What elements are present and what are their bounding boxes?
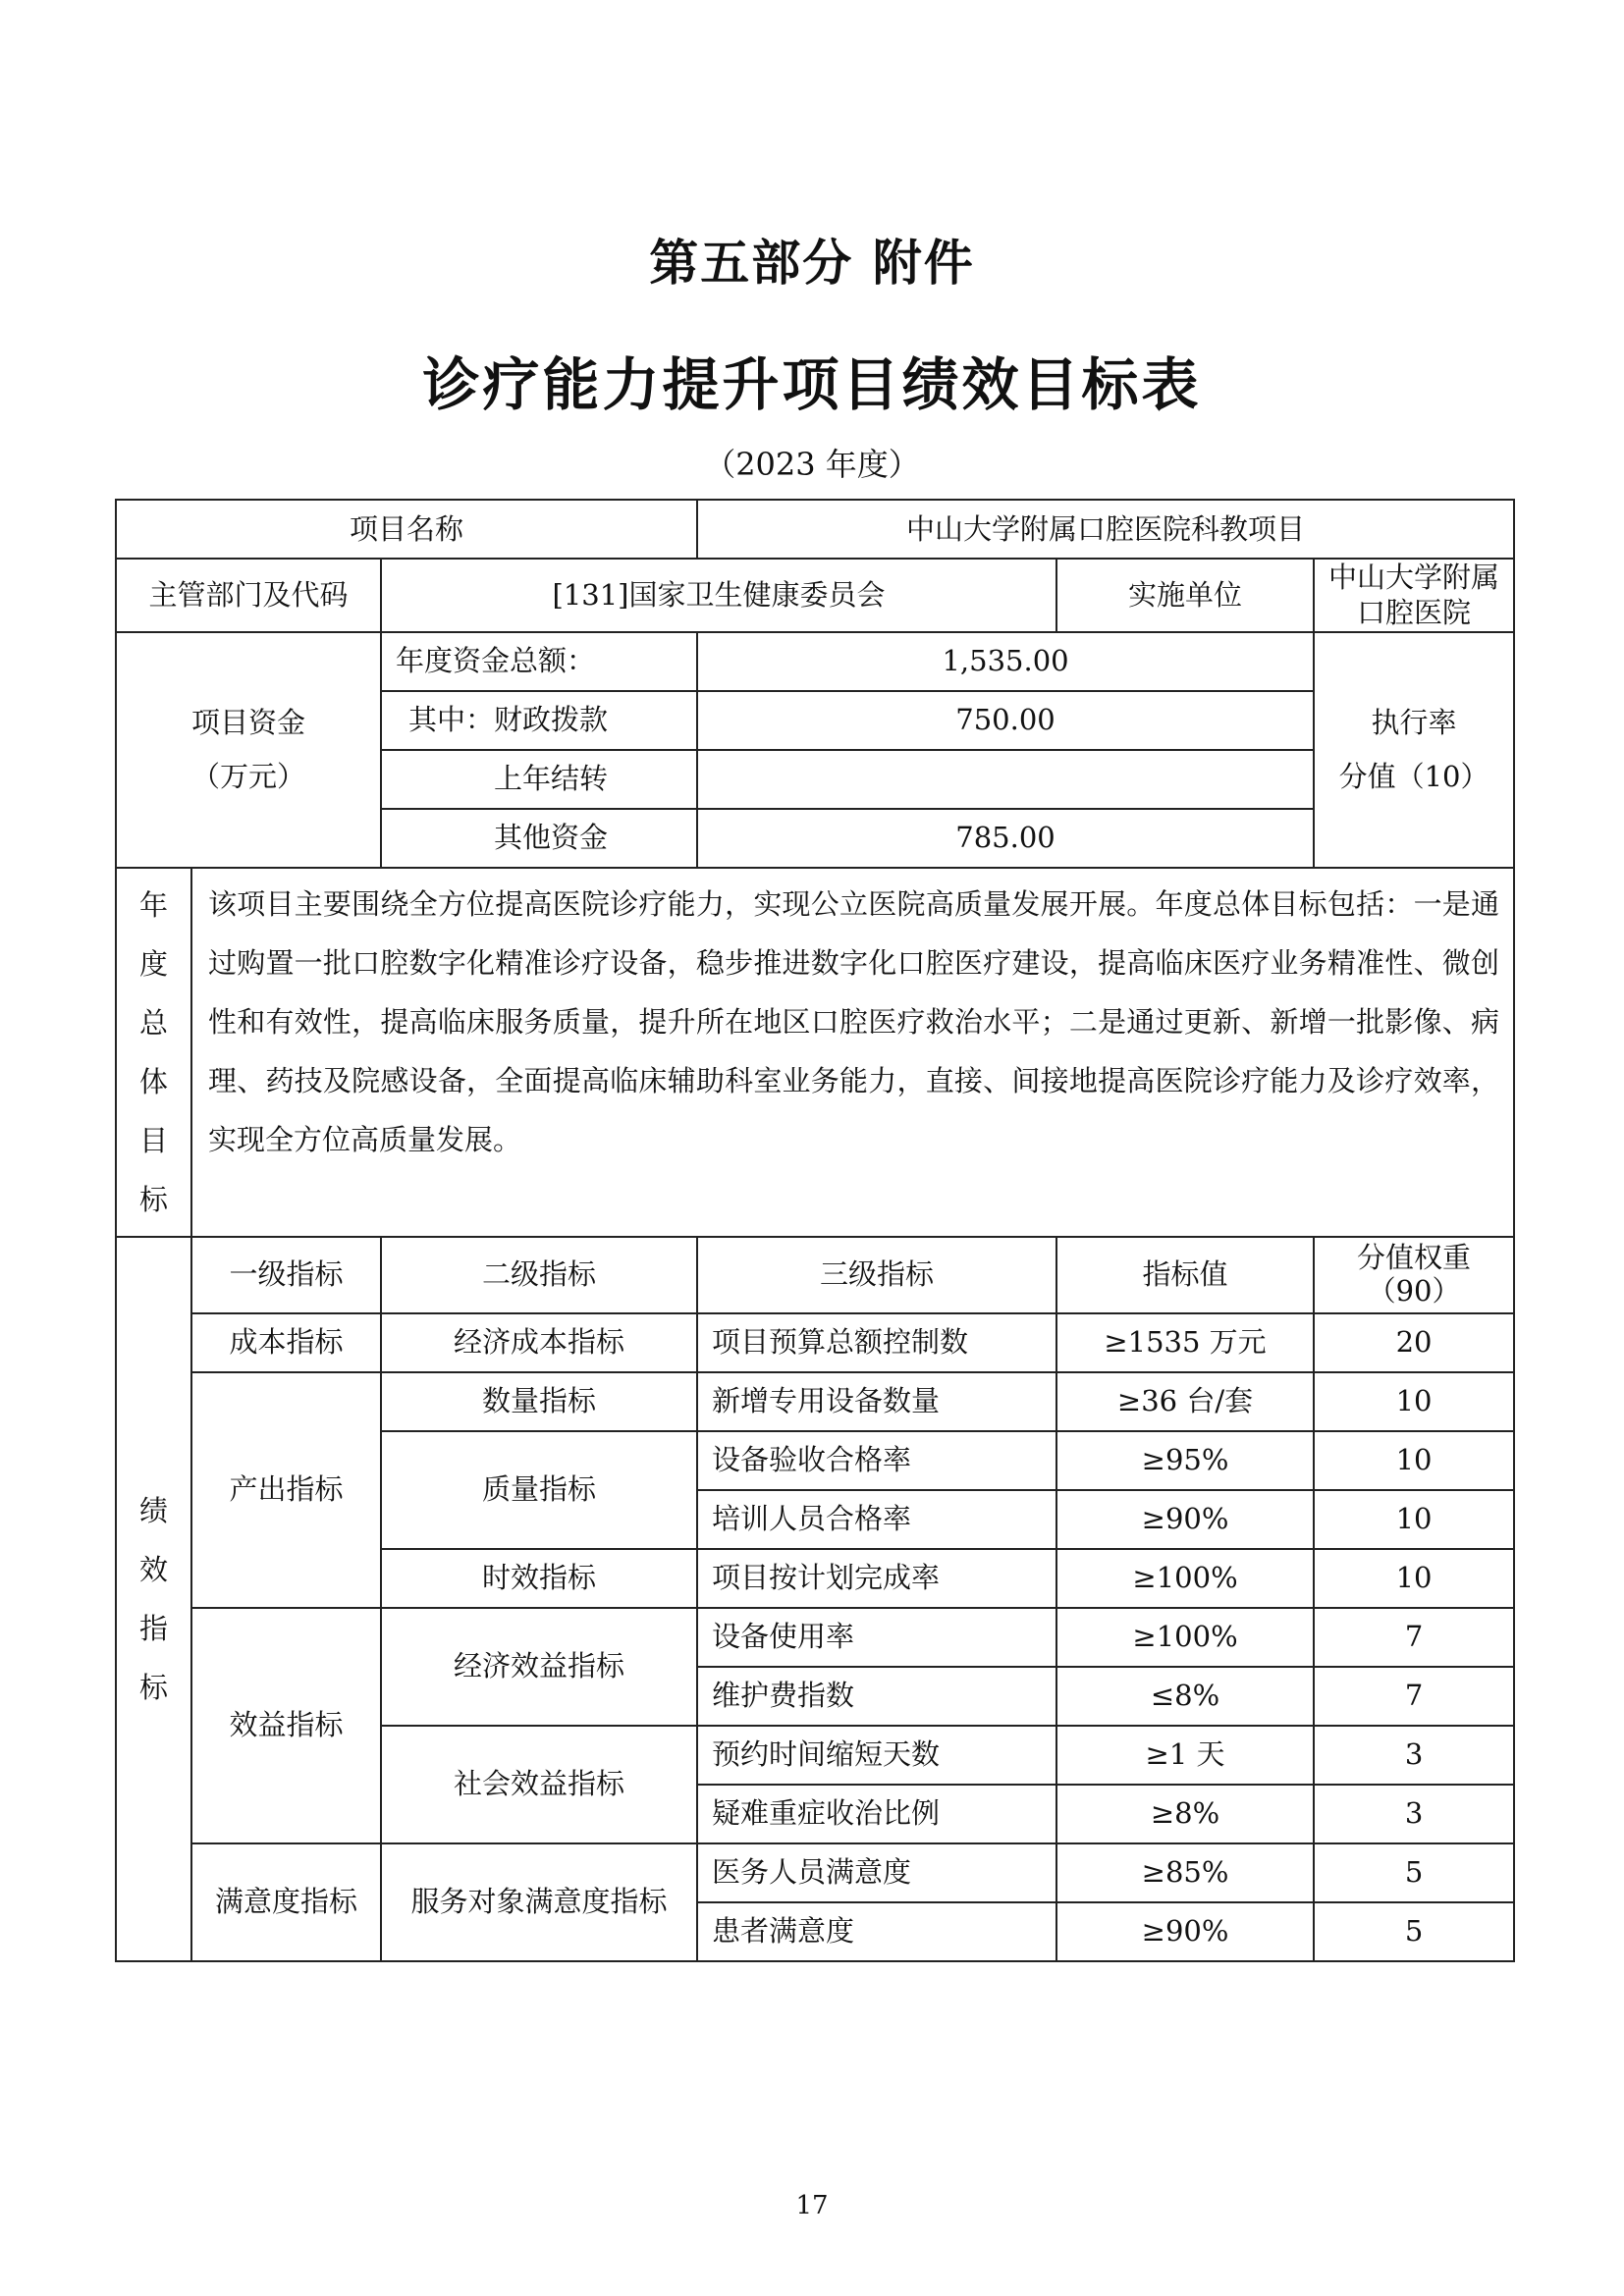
header-weight-label: 分值权重: [1357, 1241, 1472, 1275]
indicator-weight: 5: [1314, 1902, 1514, 1961]
indicator-value: ≥95%: [1056, 1431, 1314, 1490]
table-row: [116, 1372, 1514, 1431]
funds-other-label: 其他资金: [381, 809, 697, 868]
performance-indicator-label: [116, 1237, 191, 1961]
annual-goal-char: 度: [138, 946, 168, 981]
indicator-value: ≥1 天: [1056, 1726, 1314, 1785]
funds-other-value: 785.00: [697, 809, 1314, 868]
execution-rate-cell: [1314, 632, 1514, 868]
indicator-name: 疑难重症收治比例: [697, 1785, 1056, 1843]
indicator-name: 医务人员满意度: [697, 1843, 1056, 1902]
indicator-name: 新增专用设备数量: [697, 1372, 1056, 1431]
indicator-weight: 10: [1314, 1490, 1514, 1549]
header-value: 指标值: [1056, 1237, 1314, 1313]
main-title: 诊疗能力提升项目绩效目标表: [422, 351, 1202, 418]
indicator-name: 设备使用率: [697, 1608, 1056, 1667]
indicator-name: 项目按计划完成率: [697, 1549, 1056, 1608]
indicator-weight: 3: [1314, 1785, 1514, 1843]
annual-goal-row: [116, 868, 1514, 1237]
indicator-name: 维护费指数: [697, 1667, 1056, 1726]
indicator-value: ≥36 台/套: [1056, 1372, 1314, 1431]
indicator-value: ≥1535 万元: [1056, 1313, 1314, 1372]
indicator-value: ≥100%: [1056, 1608, 1314, 1667]
department-row: [116, 559, 1514, 632]
header-level2: 二级指标: [381, 1237, 697, 1313]
annual-goal-text: 该项目主要围绕全方位提高医院诊疗能力，实现公立医院高质量发展开展。年度总体目标包括：一是通过购置一批口腔数字化精准诊疗设备，稳步推进数字化口腔医疗建设，提高临床医疗业务精准性、微创性和有效性，提高临床服务质量，提升所在地区口腔医疗救治水平；二是通过更新、新增一批影像、病理、药技及院感设备，全面提高临床辅助科室业务能力，直接、间接地提高医院诊疗能力及诊疗效率，实现全方位高质量发展。: [191, 868, 1514, 1237]
subgroup-econ-benefit: 经济效益指标: [381, 1608, 697, 1726]
indicator-name: 预约时间缩短天数: [697, 1726, 1056, 1785]
annual-goal-char: 标: [138, 1182, 168, 1216]
implementing-unit-label: 实施单位: [1056, 559, 1314, 632]
funds-carryover-value: [697, 750, 1314, 809]
indicator-name: 项目预算总额控制数: [697, 1313, 1056, 1372]
annual-goal-char: 目: [138, 1123, 168, 1157]
subgroup-service-satisfaction: 服务对象满意度指标: [381, 1843, 697, 1961]
subgroup-quantity: 数量指标: [381, 1372, 697, 1431]
header-level1: 一级指标: [191, 1237, 381, 1313]
funds-label-text: 项目资金: [190, 706, 305, 740]
indicator-weight: 10: [1314, 1372, 1514, 1431]
indicator-weight: 10: [1314, 1431, 1514, 1490]
year-label: （2023 年度）: [704, 446, 920, 483]
indicator-value: ≥8%: [1056, 1785, 1314, 1843]
performance-indicator-char: 绩: [138, 1493, 168, 1527]
page-number: 17: [795, 2191, 829, 2220]
header-level3: 三级指标: [697, 1237, 1056, 1313]
annual-goal-label: [116, 868, 191, 1237]
indicator-name: 培训人员合格率: [697, 1490, 1056, 1549]
funds-label: [116, 632, 381, 868]
indicator-name: 设备验收合格率: [697, 1431, 1056, 1490]
table-row: [116, 1313, 1514, 1372]
funds-unit: （万元）: [190, 759, 305, 793]
project-name-row: [116, 500, 1514, 559]
annual-goal-char: 体: [138, 1064, 168, 1098]
subgroup-econ-cost: 经济成本指标: [381, 1313, 697, 1372]
performance-target-table: [115, 499, 1515, 1962]
group-output: 产出指标: [191, 1372, 381, 1608]
indicator-header-row: [116, 1237, 1514, 1313]
funds-carryover-label: 上年结转: [381, 750, 697, 809]
indicator-weight: 7: [1314, 1667, 1514, 1726]
department-label: 主管部门及代码: [116, 559, 381, 632]
funds-fiscal-value: 750.00: [697, 691, 1314, 750]
subgroup-social-benefit: 社会效益指标: [381, 1726, 697, 1843]
indicator-weight: 3: [1314, 1726, 1514, 1785]
project-name-label: 项目名称: [116, 500, 697, 559]
annual-goal-char: 总: [138, 1005, 168, 1040]
funds-total-row: [116, 632, 1514, 691]
indicator-value: ≥90%: [1056, 1490, 1314, 1549]
project-name-value: 中山大学附属口腔医院科教项目: [697, 500, 1514, 559]
indicator-weight: 5: [1314, 1843, 1514, 1902]
performance-indicator-char: 效: [138, 1552, 168, 1586]
performance-indicator-char: 标: [138, 1670, 168, 1704]
indicator-value: ≥90%: [1056, 1902, 1314, 1961]
execution-rate-label: 执行率: [1371, 706, 1457, 740]
indicator-weight: 10: [1314, 1549, 1514, 1608]
part-title: 第五部分 附件: [649, 235, 975, 292]
funds-fiscal-label: 其中：财政拨款: [381, 691, 697, 750]
group-satisfaction: 满意度指标: [191, 1843, 381, 1961]
group-benefit: 效益指标: [191, 1608, 381, 1843]
subgroup-quality: 质量指标: [381, 1431, 697, 1549]
implementing-unit-value: 中山大学附属口腔医院: [1314, 559, 1514, 632]
department-value: [131]国家卫生健康委员会: [381, 559, 1056, 632]
performance-indicator-char: 指: [138, 1611, 168, 1645]
header-weight-total: （90）: [1367, 1273, 1461, 1308]
indicator-weight: 20: [1314, 1313, 1514, 1372]
indicator-weight: 7: [1314, 1608, 1514, 1667]
header-weight: [1314, 1237, 1514, 1313]
indicator-name: 患者满意度: [697, 1902, 1056, 1961]
indicator-value: ≥85%: [1056, 1843, 1314, 1902]
table-row: [116, 1608, 1514, 1667]
execution-rate-score: 分值（10）: [1338, 759, 1489, 793]
funds-total-value: 1,535.00: [697, 632, 1314, 691]
table-row: [116, 1843, 1514, 1902]
funds-total-label: 年度资金总额：: [381, 632, 697, 691]
indicator-value: ≤8%: [1056, 1667, 1314, 1726]
subgroup-timeliness: 时效指标: [381, 1549, 697, 1608]
group-cost: 成本指标: [191, 1313, 381, 1372]
annual-goal-char: 年: [138, 887, 168, 922]
indicator-value: ≥100%: [1056, 1549, 1314, 1608]
